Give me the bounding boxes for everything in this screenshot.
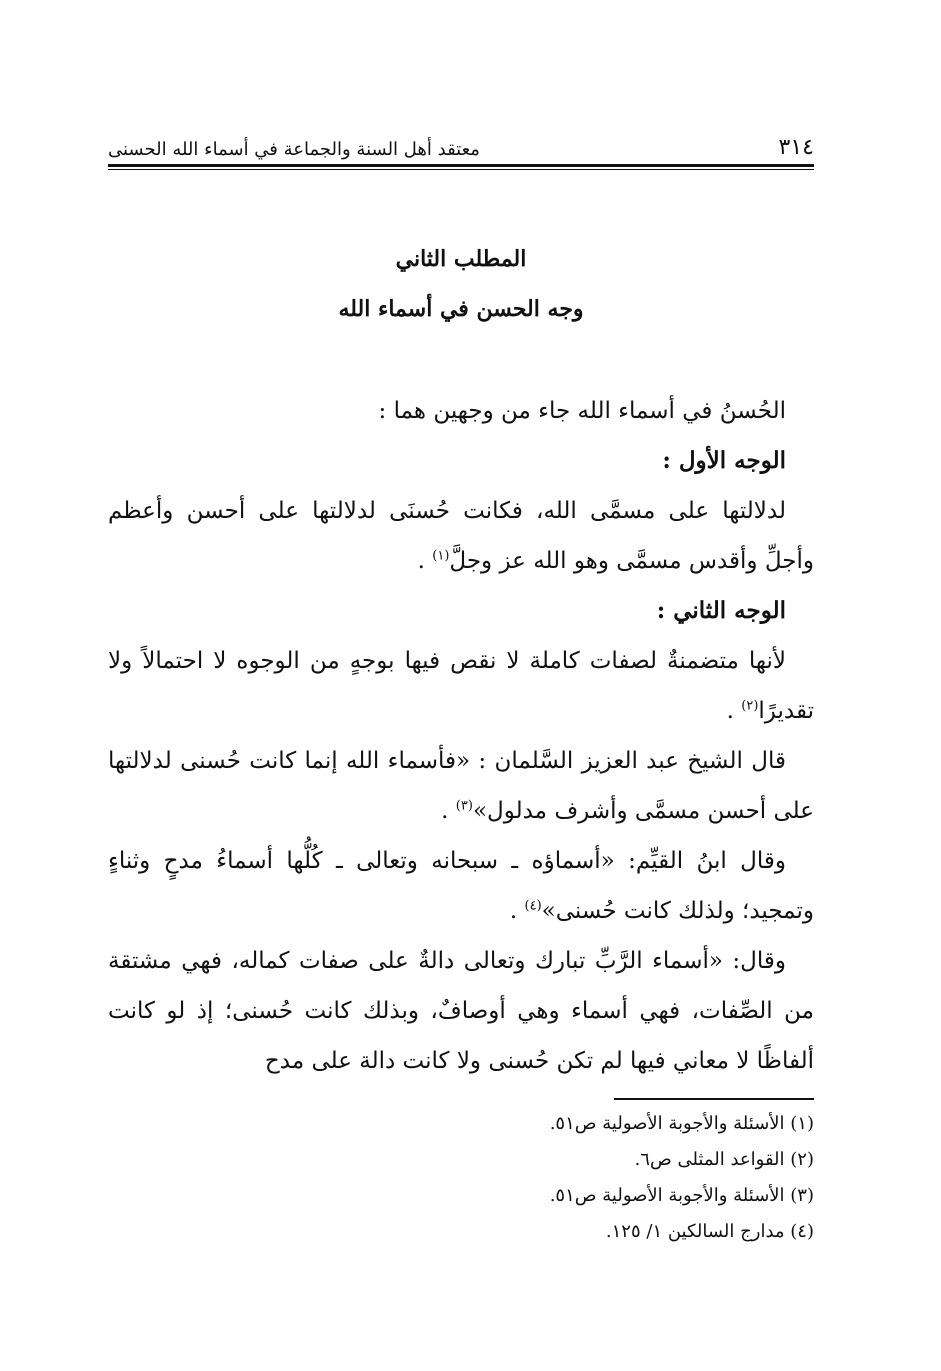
second-aspect-text: لأنها متضمنةٌ لصفات كاملة لا نقص فيها بوجهٍ من الوجوه لا احتمالاً ولا تقديرًا [108,648,814,724]
footnote-ref-2[interactable]: (٢) [741,698,759,714]
page-number: ٣١٤ [778,135,814,160]
header-rule-thin [108,169,814,170]
first-aspect-paragraph: لدلالتها على مسمَّى الله، فكانت حُسنَى لدلالتها على أحسن وأعظم وأجلِّ وأقدس مسمَّى وهو الله عز وجلَّ$^{(١)}$ . [108,498,814,574]
quote-salman-paragraph: قال الشيخ عبد العزيز السَّلمان : «فأسماء الله إنما كانت حُسنى لدلالتها على أحسن مسمَّى وأشرف مدلول»$^{(٣)}$ . [108,748,814,824]
footnote-separator [614,1098,814,1100]
section-title: المطلب الثاني [395,246,527,272]
footnote-ref-3[interactable]: (٣) [455,798,473,814]
footnote-ref-4[interactable]: (٤) [524,898,542,914]
section-subtitle: وجه الحسن في أسماء الله [338,296,584,322]
footnote-3: (٣) الأسئلة والأجوبة الأصولية ص٥١. [549,1185,814,1206]
running-header [108,126,814,160]
quote-continued-paragraph: وقال: «أسماء الرَّبِّ تبارك وتعالى دالةٌ على صفات كماله، فهي مشتقة من الصِّفات، فهي أسماء وهي أوصافٌ، وبذلك كانت حُسنى؛ إذ لو كانت ألفاظًا لا معاني فيها لم تكن حُسنى ولا كانت دالة على مدح [108,948,814,1074]
footnote-2: (٢) القواعد المثلى ص٦. [634,1149,814,1170]
first-aspect-heading: الوجه الأول : [662,447,786,474]
quote-ibn-qayyim-text: وقال ابنُ القيِّم: «أسماؤه ـ سبحانه وتعالى ـ كُلُّها أسماءُ مدحٍ وثناءٍ وتمجيد؛ ولذلك كانت حُسنى» [108,848,814,924]
second-aspect-heading: الوجه الثاني : [656,597,786,624]
footnote-1: (١) الأسئلة والأجوبة الأصولية ص٥١. [549,1113,814,1134]
header-rule [108,164,814,167]
footnote-ref-1[interactable]: (١) [432,548,450,564]
footnotes [108,1106,814,1250]
first-aspect-text: لدلالتها على مسمَّى الله، فكانت حُسنَى لدلالتها على أحسن وأعظم وأجلِّ وأقدس مسمَّى وهو الله عز وجلَّ [108,498,814,574]
intro-paragraph: الحُسنُ في أسماء الله جاء من وجهين هما : [378,398,786,424]
footnote-4: (٤) مدارج السالكين ١/ ١٢٥. [605,1221,814,1242]
book-title: معتقد أهل السنة والجماعة في أسماء الله الحسنى [108,139,480,160]
second-aspect-paragraph: لأنها متضمنةٌ لصفات كاملة لا نقص فيها بوجهٍ من الوجوه لا احتمالاً ولا تقديرًا$^{(٢)}$ . [108,648,814,724]
quote-salman-text: قال الشيخ عبد العزيز السَّلمان : «فأسماء الله إنما كانت حُسنى لدلالتها على أحسن مسمَّى وأشرف مدلول» [108,748,814,824]
body-text [108,386,814,1086]
quote-ibn-qayyim-paragraph: وقال ابنُ القيِّم: «أسماؤه ـ سبحانه وتعالى ـ كُلُّها أسماءُ مدحٍ وثناءٍ وتمجيد؛ ولذلك كانت حُسنى»$^{(٤)}$ . [108,848,814,924]
